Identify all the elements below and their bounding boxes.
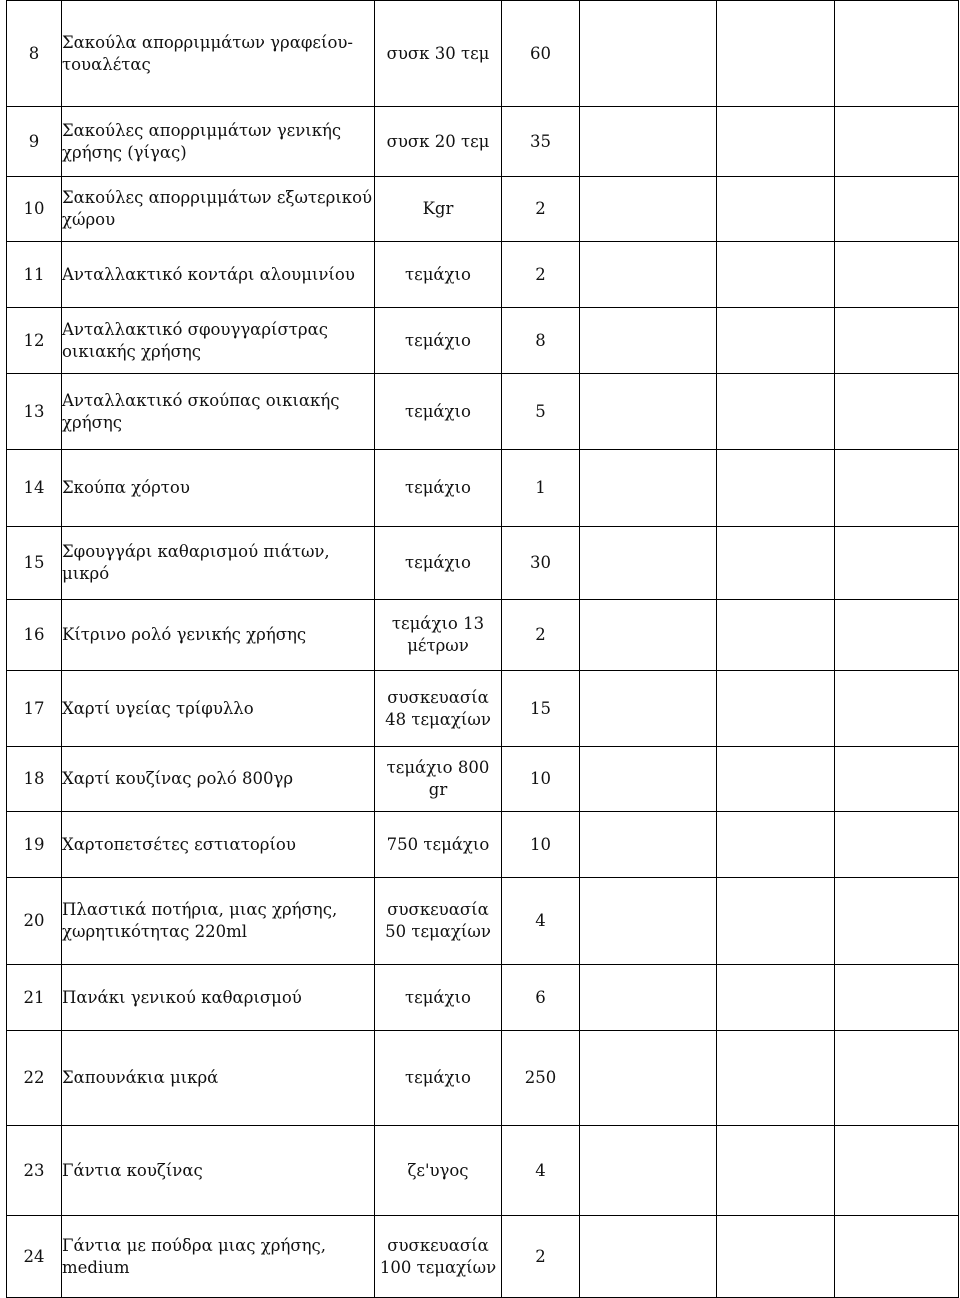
item-description-text: Ανταλλακτικό σφουγγαρίστρας οικιακής χρήσης <box>62 319 328 361</box>
table-row <box>7 450 959 527</box>
item-unit-text: τεμάχιο <box>405 330 471 350</box>
empty-cell <box>717 450 835 527</box>
item-number-text: 17 <box>23 698 45 718</box>
item-unit-text: 750 τεμάχιο <box>386 834 490 854</box>
empty-cell <box>717 242 835 308</box>
empty-cell <box>580 600 717 671</box>
empty-cell <box>835 1216 959 1298</box>
item-number-cell <box>7 242 62 308</box>
item-unit-text: τεμάχιο <box>405 553 471 572</box>
item-number-text: 10 <box>23 199 45 218</box>
empty-cell <box>717 965 835 1031</box>
item-number-cell <box>7 1031 62 1126</box>
item-description-cell <box>62 965 375 1031</box>
item-quantity-cell <box>502 965 580 1031</box>
table-row <box>7 747 959 812</box>
item-description-cell <box>62 1216 375 1298</box>
item-unit-cell <box>375 242 502 308</box>
empty-cell <box>835 107 959 177</box>
table-row <box>7 107 959 177</box>
item-number-cell <box>7 308 62 374</box>
empty-cell <box>580 1 717 107</box>
item-number-cell <box>7 107 62 177</box>
item-unit-text: ζε'υγος <box>407 1160 469 1180</box>
item-quantity-text: 8 <box>535 330 546 350</box>
empty-cell <box>580 308 717 374</box>
item-quantity-text: 2 <box>535 625 546 644</box>
empty-cell <box>835 177 959 242</box>
item-number-text: 20 <box>23 911 45 930</box>
empty-cell <box>835 671 959 747</box>
item-description-cell <box>62 812 375 878</box>
empty-cell <box>580 1216 717 1298</box>
item-number-text: 18 <box>23 769 45 788</box>
empty-cell <box>835 1 959 107</box>
item-quantity-text: 2 <box>535 264 546 284</box>
table-row <box>7 812 959 878</box>
empty-cell <box>580 450 717 527</box>
item-unit-text: τεμάχιο <box>405 1068 471 1087</box>
item-description-text: Σφουγγάρι καθαρισμού πιάτων, μικρό <box>62 542 330 583</box>
item-quantity-cell <box>502 450 580 527</box>
item-number-text: 16 <box>23 625 45 644</box>
item-unit-text: συσκευασία 48 τεμαχίων <box>385 687 491 729</box>
item-number-cell <box>7 965 62 1031</box>
item-number-cell <box>7 1 62 107</box>
item-quantity-cell <box>502 671 580 747</box>
item-description-text: Σακούλα απορριμμάτων γραφείου-τουαλέτας <box>62 32 353 74</box>
item-unit-cell <box>375 878 502 965</box>
item-number-text: 9 <box>28 131 40 151</box>
item-number-cell <box>7 374 62 450</box>
empty-cell <box>717 600 835 671</box>
item-number-cell <box>7 450 62 527</box>
empty-cell <box>835 812 959 878</box>
item-description-text: Ανταλλακτικό κοντάρι αλουμινίου <box>62 264 355 284</box>
item-number-text: 23 <box>23 1160 45 1180</box>
empty-cell <box>580 1126 717 1216</box>
empty-cell <box>717 1 835 107</box>
item-unit-text: τεμάχιο <box>405 264 471 284</box>
table-row <box>7 965 959 1031</box>
item-unit-cell <box>375 107 502 177</box>
empty-cell <box>835 1031 959 1126</box>
empty-cell <box>835 527 959 600</box>
item-description-cell <box>62 671 375 747</box>
item-unit-text: τεμάχιο 13 μέτρων <box>391 614 485 655</box>
item-quantity-cell <box>502 107 580 177</box>
item-unit-cell <box>375 812 502 878</box>
table-row <box>7 177 959 242</box>
item-description-text: Ανταλλακτικό σκούπας οικιακής χρήσης <box>62 390 340 432</box>
item-quantity-text: 10 <box>530 834 551 854</box>
item-quantity-cell <box>502 374 580 450</box>
item-description-text: Σακούλες απορριμμάτων εξωτερικού χώρου <box>62 188 373 229</box>
empty-cell <box>580 107 717 177</box>
item-number-text: 14 <box>23 478 45 497</box>
empty-cell <box>580 671 717 747</box>
empty-cell <box>717 878 835 965</box>
empty-cell <box>580 374 717 450</box>
table-row <box>7 374 959 450</box>
empty-cell <box>580 878 717 965</box>
table-row <box>7 1216 959 1298</box>
empty-cell <box>717 308 835 374</box>
item-quantity-text: 35 <box>530 131 551 151</box>
empty-cell <box>835 450 959 527</box>
empty-cell <box>835 1126 959 1216</box>
table-row <box>7 878 959 965</box>
empty-cell <box>835 374 959 450</box>
item-description-text: Γάντια κουζίνας <box>62 1160 203 1180</box>
item-quantity-text: 250 <box>524 1068 557 1087</box>
empty-cell <box>835 878 959 965</box>
item-description-text: Πανάκι γενικού καθαρισμού <box>62 987 302 1007</box>
empty-cell <box>717 812 835 878</box>
item-description-text: Χαρτί κουζίνας ρολό 800γρ <box>62 769 294 788</box>
item-unit-text: συσκευασία 50 τεμαχίων <box>385 900 491 941</box>
item-quantity-text: 2 <box>535 1246 546 1266</box>
item-description-cell <box>62 527 375 600</box>
item-quantity-cell <box>502 878 580 965</box>
item-description-text: Πλαστικά ποτήρια, μιας χρήσης, χωρητικότητας 220ml <box>62 900 338 941</box>
item-description-cell <box>62 1126 375 1216</box>
item-quantity-text: 1 <box>535 478 546 497</box>
item-quantity-cell <box>502 747 580 812</box>
item-quantity-cell <box>502 1216 580 1298</box>
table-row <box>7 1031 959 1126</box>
item-number-cell <box>7 1216 62 1298</box>
item-unit-text: συσκ 20 τεμ <box>386 131 490 151</box>
item-unit-cell <box>375 747 502 812</box>
item-unit-text: συσκευασία 100 τεμαχίων <box>379 1235 497 1277</box>
empty-cell <box>580 1031 717 1126</box>
item-description-cell <box>62 747 375 812</box>
item-number-cell <box>7 527 62 600</box>
item-unit-cell <box>375 450 502 527</box>
item-quantity-cell <box>502 1126 580 1216</box>
item-description-text: Σαπουνάκια μικρά <box>62 1068 219 1087</box>
empty-cell <box>580 747 717 812</box>
empty-cell <box>717 374 835 450</box>
item-quantity-text: 4 <box>535 911 546 930</box>
empty-cell <box>835 965 959 1031</box>
item-description-text: Σκούπα χόρτου <box>62 478 190 497</box>
item-quantity-text: 5 <box>535 401 546 421</box>
item-number-text: 21 <box>23 987 45 1007</box>
item-quantity-cell <box>502 177 580 242</box>
table-row <box>7 671 959 747</box>
item-unit-text: τεμάχιο <box>405 478 471 497</box>
item-description-cell <box>62 600 375 671</box>
item-number-cell <box>7 1126 62 1216</box>
item-description-text: Γάντια με πούδρα μιας χρήσης, medium <box>62 1235 326 1277</box>
item-unit-cell <box>375 1 502 107</box>
item-unit-cell <box>375 1031 502 1126</box>
item-quantity-cell <box>502 308 580 374</box>
item-unit-cell <box>375 177 502 242</box>
empty-cell <box>580 242 717 308</box>
item-description-cell <box>62 242 375 308</box>
item-number-text: 8 <box>28 43 40 63</box>
item-unit-cell <box>375 1216 502 1298</box>
empty-cell <box>717 671 835 747</box>
item-number-text: 24 <box>23 1246 45 1266</box>
empty-cell <box>835 600 959 671</box>
item-description-cell <box>62 1 375 107</box>
item-number-cell <box>7 812 62 878</box>
empty-cell <box>580 812 717 878</box>
table-row <box>7 308 959 374</box>
item-number-cell <box>7 747 62 812</box>
empty-cell <box>717 747 835 812</box>
item-unit-cell <box>375 671 502 747</box>
item-number-text: 15 <box>23 553 45 572</box>
table-row <box>7 1126 959 1216</box>
item-description-text: Χαρτοπετσέτες εστιατορίου <box>62 834 296 854</box>
empty-cell <box>580 177 717 242</box>
item-number-text: 11 <box>23 264 45 284</box>
empty-cell <box>580 527 717 600</box>
item-description-text: Κίτρινο ρολό γενικής χρήσης <box>62 625 307 644</box>
item-number-text: 12 <box>23 330 45 350</box>
table-body <box>7 1 959 1298</box>
item-quantity-text: 2 <box>535 199 546 218</box>
item-quantity-text: 60 <box>530 43 551 63</box>
item-number-cell <box>7 600 62 671</box>
empty-cell <box>835 747 959 812</box>
empty-cell <box>717 1126 835 1216</box>
item-unit-cell <box>375 374 502 450</box>
empty-cell <box>717 1216 835 1298</box>
table-row <box>7 242 959 308</box>
table-row <box>7 1 959 107</box>
item-quantity-text: 15 <box>530 698 551 718</box>
item-number-text: 22 <box>23 1068 45 1087</box>
item-description-text: Σακούλες απορριμμάτων γενικής χρήσης (γίγας) <box>62 120 342 162</box>
item-description-cell <box>62 374 375 450</box>
item-unit-text: τεμάχιο <box>405 987 471 1007</box>
item-quantity-cell <box>502 1031 580 1126</box>
item-quantity-cell <box>502 242 580 308</box>
item-unit-cell <box>375 308 502 374</box>
item-unit-cell <box>375 965 502 1031</box>
item-quantity-text: 6 <box>535 987 546 1007</box>
empty-cell <box>717 177 835 242</box>
table-row <box>7 600 959 671</box>
item-description-text: Χαρτί υγείας τρίφυλλο <box>62 698 254 718</box>
empty-cell <box>717 527 835 600</box>
items-table <box>6 0 959 1298</box>
item-quantity-cell <box>502 812 580 878</box>
item-quantity-cell <box>502 1 580 107</box>
item-description-cell <box>62 450 375 527</box>
item-quantity-text: 30 <box>530 553 551 572</box>
item-quantity-text: 4 <box>535 1160 546 1180</box>
item-unit-text: Kgr <box>422 199 454 218</box>
item-description-cell <box>62 107 375 177</box>
item-number-cell <box>7 671 62 747</box>
item-number-text: 19 <box>23 834 45 854</box>
item-description-cell <box>62 1031 375 1126</box>
item-unit-cell <box>375 527 502 600</box>
table-row <box>7 527 959 600</box>
empty-cell <box>717 107 835 177</box>
empty-cell <box>835 242 959 308</box>
item-description-cell <box>62 878 375 965</box>
item-unit-text: συσκ 30 τεμ <box>386 43 490 63</box>
item-unit-text: τεμάχιο 800 gr <box>386 758 490 799</box>
empty-cell <box>580 965 717 1031</box>
item-quantity-text: 10 <box>530 769 551 788</box>
item-unit-text: τεμάχιο <box>405 401 471 421</box>
empty-cell <box>717 1031 835 1126</box>
item-quantity-cell <box>502 527 580 600</box>
item-description-cell <box>62 177 375 242</box>
empty-cell <box>835 308 959 374</box>
item-quantity-cell <box>502 600 580 671</box>
item-unit-cell <box>375 600 502 671</box>
item-unit-cell <box>375 1126 502 1216</box>
item-number-cell <box>7 177 62 242</box>
item-number-text: 13 <box>23 401 45 421</box>
item-description-cell <box>62 308 375 374</box>
item-number-cell <box>7 878 62 965</box>
